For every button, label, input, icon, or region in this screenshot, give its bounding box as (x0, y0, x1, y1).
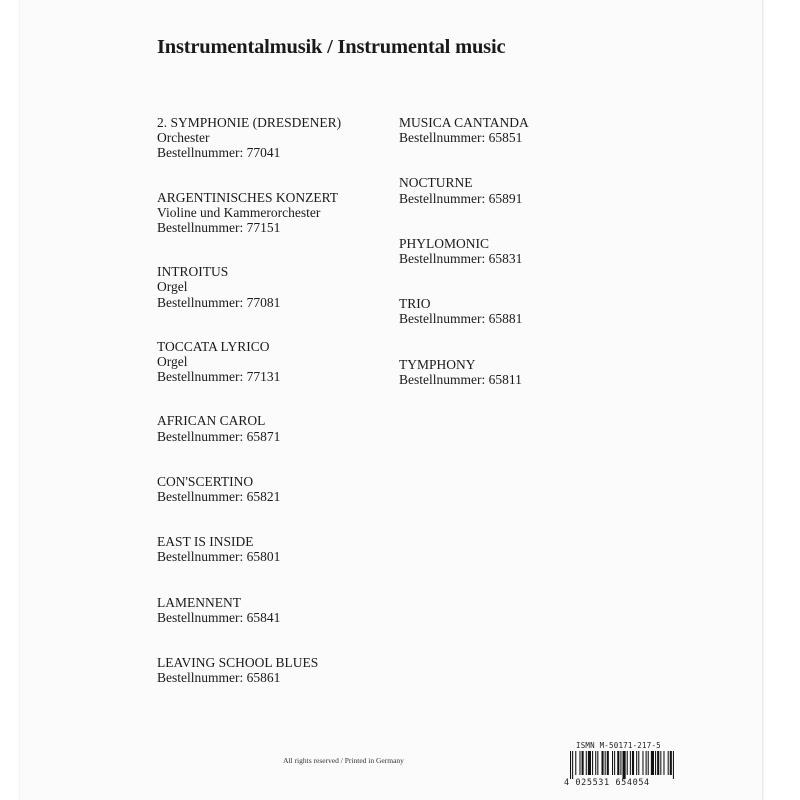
list-item (157, 115, 341, 161)
work-title: TYMPHONY (399, 356, 476, 372)
work-title: MUSICA CANTANDA (399, 115, 529, 130)
work-title: CON'SCERTINO (157, 473, 254, 489)
barcode-bar (620, 751, 621, 775)
barcode-bar (630, 751, 631, 775)
work-order-number: Bestellnummer: 65851 (399, 130, 523, 146)
barcode-bar (605, 751, 606, 775)
barcode-bar (614, 751, 615, 775)
work-title: TRIO (399, 296, 431, 312)
list-item (157, 264, 341, 310)
work-title: LAMENNENT (157, 594, 241, 610)
list-item (157, 413, 341, 443)
barcode-bar (570, 751, 571, 779)
work-order-number: Bestellnummer: 77151 (157, 220, 281, 236)
work-title: EAST IS INSIDE (157, 534, 254, 550)
work-title: TOCCATA LYRICO (157, 338, 270, 354)
work-order-number: Bestellnummer: 65871 (157, 428, 281, 444)
barcode-bar (592, 751, 593, 775)
barcode-bar (607, 751, 609, 775)
work-order-number: Bestellnummer: 65881 (399, 311, 523, 327)
work-title: 2. SYMPHONIE (DRESDENER) (157, 115, 342, 130)
barcode-bar (627, 751, 628, 775)
work-order-number: Bestellnummer: 77041 (157, 145, 281, 161)
barcode-bar (670, 751, 672, 775)
list-item (399, 236, 529, 266)
barcode-bar (636, 751, 637, 775)
list-item (399, 357, 529, 387)
barcode-bar (646, 751, 647, 775)
barcode-bar (651, 751, 654, 775)
barcode-bar (660, 751, 661, 775)
work-order-number: Bestellnummer: 65861 (157, 670, 281, 686)
work-instrumentation: Orchester (157, 130, 210, 146)
barcode-bar (612, 751, 613, 775)
barcode-bar (638, 751, 639, 775)
barcode-bar (655, 751, 656, 775)
barcode-bar (642, 751, 643, 775)
list-item (157, 534, 341, 564)
barcode-bar (588, 751, 591, 775)
work-title: INTROITUS (157, 264, 229, 280)
work-order-number: Bestellnummer: 65841 (157, 609, 281, 625)
list-item (157, 595, 341, 625)
barcode-bar (623, 751, 626, 779)
list-item (399, 175, 529, 205)
work-title: AFRICAN CAROL (157, 413, 266, 429)
barcode-block (564, 741, 722, 788)
left-column (157, 115, 341, 715)
barcode-bar (575, 751, 576, 775)
work-order-number: Bestellnummer: 65821 (157, 489, 281, 505)
ean-label: 4 025531 654054 (564, 778, 650, 788)
work-instrumentation: Orgel (157, 354, 188, 370)
work-instrumentation: Violine und Kammerorchester (157, 204, 321, 220)
copyright-footer: All rights reserved / Printed in Germany (283, 756, 404, 765)
barcode-bar (648, 751, 649, 775)
right-column (399, 115, 529, 417)
list-item (157, 474, 341, 504)
barcode-bar (632, 751, 634, 775)
work-title: NOCTURNE (399, 175, 473, 191)
barcode-bar (572, 751, 573, 779)
barcode-bar (663, 751, 664, 775)
work-title: LEAVING SCHOOL BLUES (157, 655, 319, 671)
work-title: ARGENTINISCHES KONZERT (157, 189, 339, 205)
work-order-number: Bestellnummer: 77131 (157, 369, 281, 385)
work-order-number: Bestellnummer: 65831 (399, 251, 523, 267)
barcode-bar (597, 751, 598, 775)
ismn-label: ISMN M-50171-217-5 (576, 741, 661, 750)
barcode-bar (668, 751, 669, 775)
barcode-bar (586, 751, 587, 775)
list-item (399, 115, 529, 145)
barcode-bar (595, 751, 596, 775)
list-item (157, 190, 341, 236)
work-title: PHYLOMONIC (399, 235, 490, 251)
page-title: Instrumentalmusik / Instrumental music (157, 36, 506, 58)
barcode-bar (657, 751, 659, 775)
work-order-number: Bestellnummer: 65811 (399, 371, 522, 387)
barcode-bar (582, 751, 584, 775)
barcode-bar (617, 751, 619, 775)
catalog-page (20, 0, 762, 800)
barcode-bar (579, 751, 580, 775)
list-item (157, 339, 341, 385)
work-order-number: Bestellnummer: 77081 (157, 294, 281, 310)
barcode-bar (673, 751, 674, 779)
work-order-number: Bestellnummer: 65801 (157, 549, 281, 565)
barcode-bar (602, 751, 604, 775)
list-item (157, 655, 341, 685)
work-instrumentation: Orgel (157, 279, 188, 295)
work-order-number: Bestellnummer: 65891 (399, 190, 523, 206)
barcode-icon (564, 751, 718, 779)
list-item (399, 296, 529, 326)
